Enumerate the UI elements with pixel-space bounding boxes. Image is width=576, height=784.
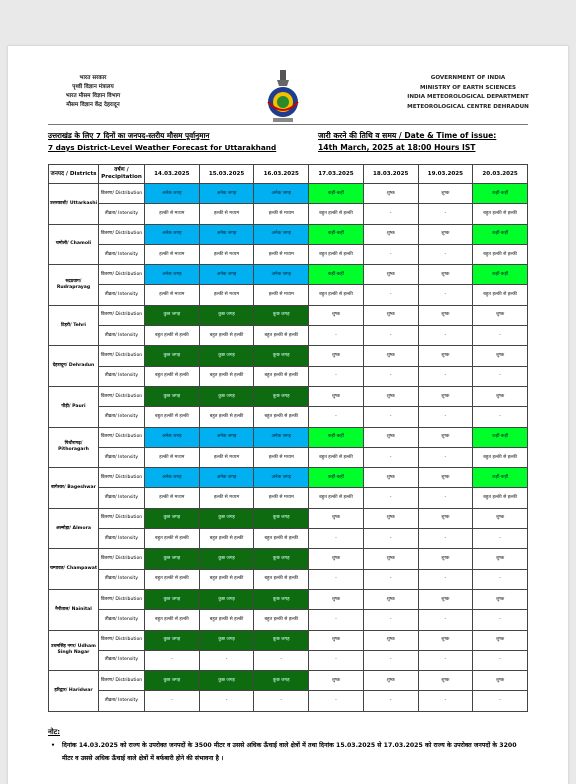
table-row: [49, 468, 528, 488]
forecast-table: [48, 164, 528, 712]
distribution-cell: अनेक जगह: [199, 427, 254, 447]
param-intensity: तीव्रता/ Intensity: [99, 366, 145, 386]
distribution-cell: कुछ जगह: [199, 589, 254, 609]
header-english-line: INDIA METEOROLOGICAL DEPARTMENT: [407, 94, 529, 100]
param-intensity: तीव्रता/ Intensity: [99, 650, 145, 670]
intensity-cell: -: [418, 610, 473, 630]
intensity-cell: -: [254, 691, 309, 711]
title-english: 7 days District-Level Weather Forecast for Uttarakhand: [48, 143, 277, 152]
distribution-cell: शुष्क: [473, 630, 528, 650]
distribution-cell: शुष्क: [363, 549, 418, 569]
intensity-cell: -: [473, 407, 528, 427]
distribution-cell: शुष्क: [418, 589, 473, 609]
distribution-cell: शुष्क: [363, 671, 418, 691]
table-row: [49, 650, 528, 670]
letterhead: [8, 46, 568, 131]
distribution-cell: कहीं-कहीं: [473, 224, 528, 244]
distribution-cell: शुष्क: [363, 589, 418, 609]
intensity-cell: -: [418, 650, 473, 670]
distribution-cell: कहीं-कहीं: [473, 468, 528, 488]
distribution-cell: शुष्क: [473, 305, 528, 325]
intensity-cell: -: [473, 326, 528, 346]
intensity-cell: हल्की से मध्यम: [254, 244, 309, 264]
distribution-cell: अनेक जगह: [199, 468, 254, 488]
district-name: अल्मोड़ा/ Almora: [49, 508, 99, 549]
intensity-cell: बहुत हल्की से हल्की: [309, 204, 364, 224]
intensity-cell: हल्की से मध्यम: [254, 204, 309, 224]
intensity-cell: -: [309, 650, 364, 670]
distribution-cell: शुष्क: [418, 184, 473, 204]
document-page: [8, 46, 568, 784]
distribution-cell: कुछ जगह: [145, 671, 200, 691]
header-date: 15.03.2025: [199, 165, 254, 184]
distribution-cell: अनेक जगह: [254, 427, 309, 447]
district-name: देहरादून/ Dehradun: [49, 346, 99, 387]
intensity-cell: हल्की से मध्यम: [254, 285, 309, 305]
intensity-cell: बहुत हल्की से हल्की: [473, 285, 528, 305]
table-row: [49, 204, 528, 224]
issue-label: जारी करने की तिथि व समय / Date & Time of issue:: [318, 131, 497, 140]
intensity-cell: बहुत हल्की से हल्की: [309, 285, 364, 305]
intensity-cell: -: [473, 650, 528, 670]
intensity-cell: हल्की से मध्यम: [199, 204, 254, 224]
distribution-cell: शुष्क: [418, 265, 473, 285]
distribution-cell: अनेक जगह: [145, 265, 200, 285]
intensity-cell: बहुत हल्की से हल्की: [199, 326, 254, 346]
intensity-cell: बहुत हल्की से हल्की: [145, 407, 200, 427]
distribution-cell: कहीं-कहीं: [309, 265, 364, 285]
distribution-cell: कुछ जगह: [254, 305, 309, 325]
header-param: वर्षण / Precipitation: [99, 165, 145, 184]
distribution-cell: शुष्क: [309, 305, 364, 325]
table-row: [49, 184, 528, 204]
distribution-cell: शुष्क: [418, 671, 473, 691]
distribution-cell: अनेक जगह: [199, 224, 254, 244]
intensity-cell: -: [363, 326, 418, 346]
intensity-cell: हल्की से मध्यम: [145, 204, 200, 224]
param-distribution: वितरण/ Distribution: [99, 346, 145, 366]
distribution-cell: अनेक जगह: [254, 224, 309, 244]
distribution-cell: कुछ जगह: [199, 671, 254, 691]
table-row: [49, 427, 528, 447]
header-hindi-line: मौसम विज्ञान केंद्र देहरादून: [66, 102, 120, 108]
intensity-cell: -: [309, 569, 364, 589]
district-name: उत्तरकाशी/ Uttarkashi: [49, 184, 99, 225]
distribution-cell: शुष्क: [418, 305, 473, 325]
note-section: [48, 726, 528, 765]
table-row: [49, 488, 528, 508]
intensity-cell: -: [199, 691, 254, 711]
param-distribution: वितरण/ Distribution: [99, 589, 145, 609]
distribution-cell: शुष्क: [309, 386, 364, 406]
table-row: [49, 366, 528, 386]
param-distribution: वितरण/ Distribution: [99, 265, 145, 285]
distribution-cell: शुष्क: [309, 549, 364, 569]
distribution-cell: शुष्क: [418, 386, 473, 406]
distribution-cell: कुछ जगह: [145, 549, 200, 569]
header-date: 19.03.2025: [418, 165, 473, 184]
table-row: [49, 265, 528, 285]
intensity-cell: बहुत हल्की से हल्की: [145, 569, 200, 589]
intensity-cell: -: [309, 610, 364, 630]
distribution-cell: कुछ जगह: [145, 305, 200, 325]
distribution-cell: शुष्क: [309, 508, 364, 528]
table-row: [49, 549, 528, 569]
district-name: बागेश्वर/ Bageshwar: [49, 468, 99, 509]
distribution-cell: कुछ जगह: [145, 589, 200, 609]
intensity-cell: बहुत हल्की से हल्की: [145, 529, 200, 549]
distribution-cell: कहीं-कहीं: [473, 184, 528, 204]
distribution-cell: कुछ जगह: [199, 346, 254, 366]
intensity-cell: -: [473, 529, 528, 549]
param-distribution: वितरण/ Distribution: [99, 224, 145, 244]
table-row: [49, 630, 528, 650]
intensity-cell: हल्की से मध्यम: [254, 488, 309, 508]
intensity-cell: -: [473, 569, 528, 589]
note-heading: नोट:: [48, 728, 61, 736]
intensity-cell: -: [199, 650, 254, 670]
intensity-cell: बहुत हल्की से हल्की: [473, 204, 528, 224]
intensity-cell: -: [418, 366, 473, 386]
table-row: [49, 326, 528, 346]
imd-emblem-icon: [263, 68, 303, 128]
intensity-cell: बहुत हल्की से हल्की: [145, 366, 200, 386]
intensity-cell: -: [145, 650, 200, 670]
intensity-cell: बहुत हल्की से हल्की: [473, 244, 528, 264]
distribution-cell: कुछ जगह: [199, 630, 254, 650]
distribution-cell: कुछ जगह: [254, 386, 309, 406]
header-hindi-line: भारत मौसम विज्ञान विभाग: [65, 93, 121, 99]
district-name: रुद्रप्रयाग/ Rudraprayag: [49, 265, 99, 306]
intensity-cell: -: [309, 407, 364, 427]
param-distribution: वितरण/ Distribution: [99, 427, 145, 447]
distribution-cell: कहीं-कहीं: [309, 184, 364, 204]
intensity-cell: -: [363, 204, 418, 224]
distribution-cell: कुछ जगह: [199, 508, 254, 528]
distribution-cell: शुष्क: [473, 671, 528, 691]
intensity-cell: बहुत हल्की से हल्की: [199, 569, 254, 589]
district-name: हरिद्वार/ Haridwar: [49, 671, 99, 712]
intensity-cell: -: [418, 407, 473, 427]
intensity-cell: बहुत हल्की से हल्की: [254, 569, 309, 589]
distribution-cell: अनेक जगह: [254, 468, 309, 488]
distribution-cell: शुष्क: [363, 346, 418, 366]
district-name: टिहरी/ Tehri: [49, 305, 99, 346]
header-english: [398, 74, 538, 112]
intensity-cell: बहुत हल्की से हल्की: [473, 447, 528, 467]
distribution-cell: शुष्क: [418, 549, 473, 569]
distribution-cell: कुछ जगह: [254, 508, 309, 528]
distribution-cell: अनेक जगह: [254, 184, 309, 204]
header-hindi: [58, 74, 128, 110]
distribution-cell: शुष्क: [309, 589, 364, 609]
distribution-cell: शुष्क: [418, 346, 473, 366]
table-row: [49, 305, 528, 325]
distribution-cell: कुछ जगह: [199, 386, 254, 406]
distribution-cell: शुष्क: [363, 184, 418, 204]
distribution-cell: शुष्क: [309, 630, 364, 650]
table-row: [49, 589, 528, 609]
table-row: [49, 691, 528, 711]
distribution-cell: कुछ जगह: [254, 671, 309, 691]
intensity-cell: -: [418, 326, 473, 346]
intensity-cell: -: [473, 691, 528, 711]
distribution-cell: शुष्क: [473, 346, 528, 366]
distribution-cell: कहीं-कहीं: [309, 468, 364, 488]
param-distribution: वितरण/ Distribution: [99, 508, 145, 528]
distribution-cell: कहीं-कहीं: [309, 427, 364, 447]
table-row: [49, 447, 528, 467]
intensity-cell: बहुत हल्की से हल्की: [254, 407, 309, 427]
intensity-cell: -: [418, 691, 473, 711]
table-header-row: [49, 165, 528, 184]
distribution-cell: कुछ जगह: [145, 508, 200, 528]
intensity-cell: बहुत हल्की से हल्की: [309, 488, 364, 508]
distribution-cell: अनेक जगह: [145, 427, 200, 447]
intensity-cell: बहुत हल्की से हल्की: [254, 326, 309, 346]
district-name: पौड़ी/ Pauri: [49, 386, 99, 427]
intensity-cell: बहुत हल्की से हल्की: [199, 529, 254, 549]
table-row: [49, 671, 528, 691]
intensity-cell: बहुत हल्की से हल्की: [199, 610, 254, 630]
distribution-cell: कुछ जगह: [254, 630, 309, 650]
distribution-cell: अनेक जगह: [199, 265, 254, 285]
distribution-cell: कुछ जगह: [254, 589, 309, 609]
district-name: नैनीताल/ Nainital: [49, 589, 99, 630]
header-english-line: METEOROLOGICAL CENTRE DEHRADUN: [407, 103, 529, 110]
param-distribution: वितरण/ Distribution: [99, 630, 145, 650]
param-distribution: वितरण/ Distribution: [99, 184, 145, 204]
district-name: चमोली/ Chamoli: [49, 224, 99, 265]
param-distribution: वितरण/ Distribution: [99, 671, 145, 691]
header-date: 20.03.2025: [473, 165, 528, 184]
param-distribution: वितरण/ Distribution: [99, 549, 145, 569]
intensity-cell: हल्की से मध्यम: [145, 488, 200, 508]
table-row: [49, 224, 528, 244]
distribution-cell: शुष्क: [309, 671, 364, 691]
distribution-cell: कुछ जगह: [199, 549, 254, 569]
header-hindi-line: भारत सरकार: [79, 75, 107, 81]
intensity-cell: -: [363, 244, 418, 264]
intensity-cell: -: [363, 610, 418, 630]
intensity-cell: -: [473, 366, 528, 386]
intensity-cell: हल्की से मध्यम: [199, 244, 254, 264]
distribution-cell: शुष्क: [363, 224, 418, 244]
distribution-cell: शुष्क: [363, 508, 418, 528]
header-english-line: GOVERNMENT OF INDIA: [430, 75, 506, 81]
table-row: [49, 610, 528, 630]
intensity-cell: हल्की से मध्यम: [199, 488, 254, 508]
distribution-cell: कहीं-कहीं: [309, 224, 364, 244]
intensity-cell: -: [363, 691, 418, 711]
distribution-cell: अनेक जगह: [145, 224, 200, 244]
intensity-cell: बहुत हल्की से हल्की: [199, 366, 254, 386]
table-row: [49, 508, 528, 528]
title-hindi: उत्तराखंड के लिए 7 दिनों का जनपद-स्तरीय मौसम पूर्वानुमान: [48, 131, 210, 140]
intensity-cell: बहुत हल्की से हल्की: [145, 610, 200, 630]
intensity-cell: -: [418, 488, 473, 508]
header-date: 16.03.2025: [254, 165, 309, 184]
distribution-cell: कुछ जगह: [254, 549, 309, 569]
distribution-cell: कुछ जगह: [199, 305, 254, 325]
param-distribution: वितरण/ Distribution: [99, 468, 145, 488]
table-row: [49, 569, 528, 589]
param-intensity: तीव्रता/ Intensity: [99, 488, 145, 508]
distribution-cell: शुष्क: [473, 386, 528, 406]
intensity-cell: -: [418, 529, 473, 549]
distribution-cell: शुष्क: [418, 508, 473, 528]
distribution-cell: शुष्क: [363, 427, 418, 447]
header-date: 18.03.2025: [363, 165, 418, 184]
distribution-cell: अनेक जगह: [254, 265, 309, 285]
header-district: जनपद / Districts: [49, 165, 99, 184]
intensity-cell: -: [418, 204, 473, 224]
distribution-cell: अनेक जगह: [199, 184, 254, 204]
param-distribution: वितरण/ Distribution: [99, 305, 145, 325]
distribution-cell: शुष्क: [418, 224, 473, 244]
intensity-cell: बहुत हल्की से हल्की: [473, 488, 528, 508]
table-row: [49, 529, 528, 549]
intensity-cell: हल्की से मध्यम: [199, 447, 254, 467]
intensity-cell: -: [363, 285, 418, 305]
distribution-cell: कहीं-कहीं: [473, 265, 528, 285]
intensity-cell: -: [418, 447, 473, 467]
district-name: चम्पावत/ Champawat: [49, 549, 99, 590]
header-divider: [48, 124, 528, 125]
intensity-cell: हल्की से मध्यम: [145, 447, 200, 467]
intensity-cell: -: [363, 650, 418, 670]
header-date: 14.03.2025: [145, 165, 200, 184]
param-intensity: तीव्रता/ Intensity: [99, 285, 145, 305]
intensity-cell: हल्की से मध्यम: [145, 244, 200, 264]
distribution-cell: कुछ जगह: [145, 630, 200, 650]
intensity-cell: -: [309, 326, 364, 346]
distribution-cell: शुष्क: [363, 265, 418, 285]
param-intensity: तीव्रता/ Intensity: [99, 610, 145, 630]
distribution-cell: अनेक जगह: [145, 468, 200, 488]
distribution-cell: शुष्क: [363, 630, 418, 650]
param-intensity: तीव्रता/ Intensity: [99, 407, 145, 427]
distribution-cell: शुष्क: [418, 630, 473, 650]
distribution-cell: शुष्क: [418, 468, 473, 488]
distribution-cell: शुष्क: [309, 346, 364, 366]
param-intensity: तीव्रता/ Intensity: [99, 244, 145, 264]
intensity-cell: हल्की से मध्यम: [254, 447, 309, 467]
table-row: [49, 244, 528, 264]
intensity-cell: -: [418, 569, 473, 589]
intensity-cell: -: [418, 285, 473, 305]
intensity-cell: हल्की से मध्यम: [145, 285, 200, 305]
distribution-cell: शुष्क: [473, 549, 528, 569]
intensity-cell: बहुत हल्की से हल्की: [309, 244, 364, 264]
distribution-cell: शुष्क: [418, 427, 473, 447]
param-intensity: तीव्रता/ Intensity: [99, 691, 145, 711]
distribution-cell: शुष्क: [473, 589, 528, 609]
param-intensity: तीव्रता/ Intensity: [99, 529, 145, 549]
intensity-cell: -: [363, 488, 418, 508]
intensity-cell: -: [309, 691, 364, 711]
header-date: 17.03.2025: [309, 165, 364, 184]
distribution-cell: शुष्क: [363, 386, 418, 406]
intensity-cell: -: [309, 529, 364, 549]
intensity-cell: -: [363, 366, 418, 386]
table-row: [49, 285, 528, 305]
table-row: [49, 407, 528, 427]
distribution-cell: कहीं-कहीं: [473, 427, 528, 447]
param-intensity: तीव्रता/ Intensity: [99, 447, 145, 467]
note-text: • दिनांक 14.03.2025 को राज्य के उपरोक्त जनपदों के 3500 मीटर व उससे अधिक ऊँचाई वाले क्षेत्रों में तथा दिनांक 15.03.2025 से 17.03.2025 को राज्य के उपरोक्त जनपदों के 3200 मीटर व उससे अधिक ऊँचाई वाले क्षेत्रों में बर्फबारी होने की संभावना है ।: [48, 739, 528, 765]
intensity-cell: -: [309, 366, 364, 386]
distribution-cell: शुष्क: [363, 468, 418, 488]
param-distribution: वितरण/ Distribution: [99, 386, 145, 406]
header-hindi-line: पृथ्वी विज्ञान मंत्रालय: [72, 84, 114, 90]
intensity-cell: -: [363, 407, 418, 427]
distribution-cell: शुष्क: [473, 508, 528, 528]
intensity-cell: -: [418, 244, 473, 264]
table-row: [49, 386, 528, 406]
intensity-cell: -: [473, 610, 528, 630]
param-intensity: तीव्रता/ Intensity: [99, 204, 145, 224]
distribution-cell: शुष्क: [363, 305, 418, 325]
distribution-cell: अनेक जगह: [145, 184, 200, 204]
intensity-cell: -: [363, 529, 418, 549]
intensity-cell: -: [363, 569, 418, 589]
param-intensity: तीव्रता/ Intensity: [99, 326, 145, 346]
district-name: पिथौरागढ़/ Pithoragarh: [49, 427, 99, 468]
issue-date: 14th March, 2025 at 18:00 Hours IST: [318, 143, 476, 152]
intensity-cell: -: [363, 447, 418, 467]
table-row: [49, 346, 528, 366]
intensity-cell: बहुत हल्की से हल्की: [309, 447, 364, 467]
intensity-cell: बहुत हल्की से हल्की: [254, 529, 309, 549]
issue-info: [318, 130, 496, 154]
header-english-line: MINISTRY OF EARTH SCIENCES: [419, 84, 517, 91]
intensity-cell: -: [145, 691, 200, 711]
distribution-cell: कुछ जगह: [254, 346, 309, 366]
intensity-cell: -: [254, 650, 309, 670]
distribution-cell: कुछ जगह: [145, 346, 200, 366]
param-intensity: तीव्रता/ Intensity: [99, 569, 145, 589]
intensity-cell: बहुत हल्की से हल्की: [254, 610, 309, 630]
forecast-title: [48, 130, 276, 154]
district-name: उधमसिंह नगर/ Udham Singh Nagar: [49, 630, 99, 671]
intensity-cell: बहुत हल्की से हल्की: [254, 366, 309, 386]
intensity-cell: हल्की से मध्यम: [199, 285, 254, 305]
intensity-cell: बहुत हल्की से हल्की: [199, 407, 254, 427]
distribution-cell: कुछ जगह: [145, 386, 200, 406]
intensity-cell: बहुत हल्की से हल्की: [145, 326, 200, 346]
